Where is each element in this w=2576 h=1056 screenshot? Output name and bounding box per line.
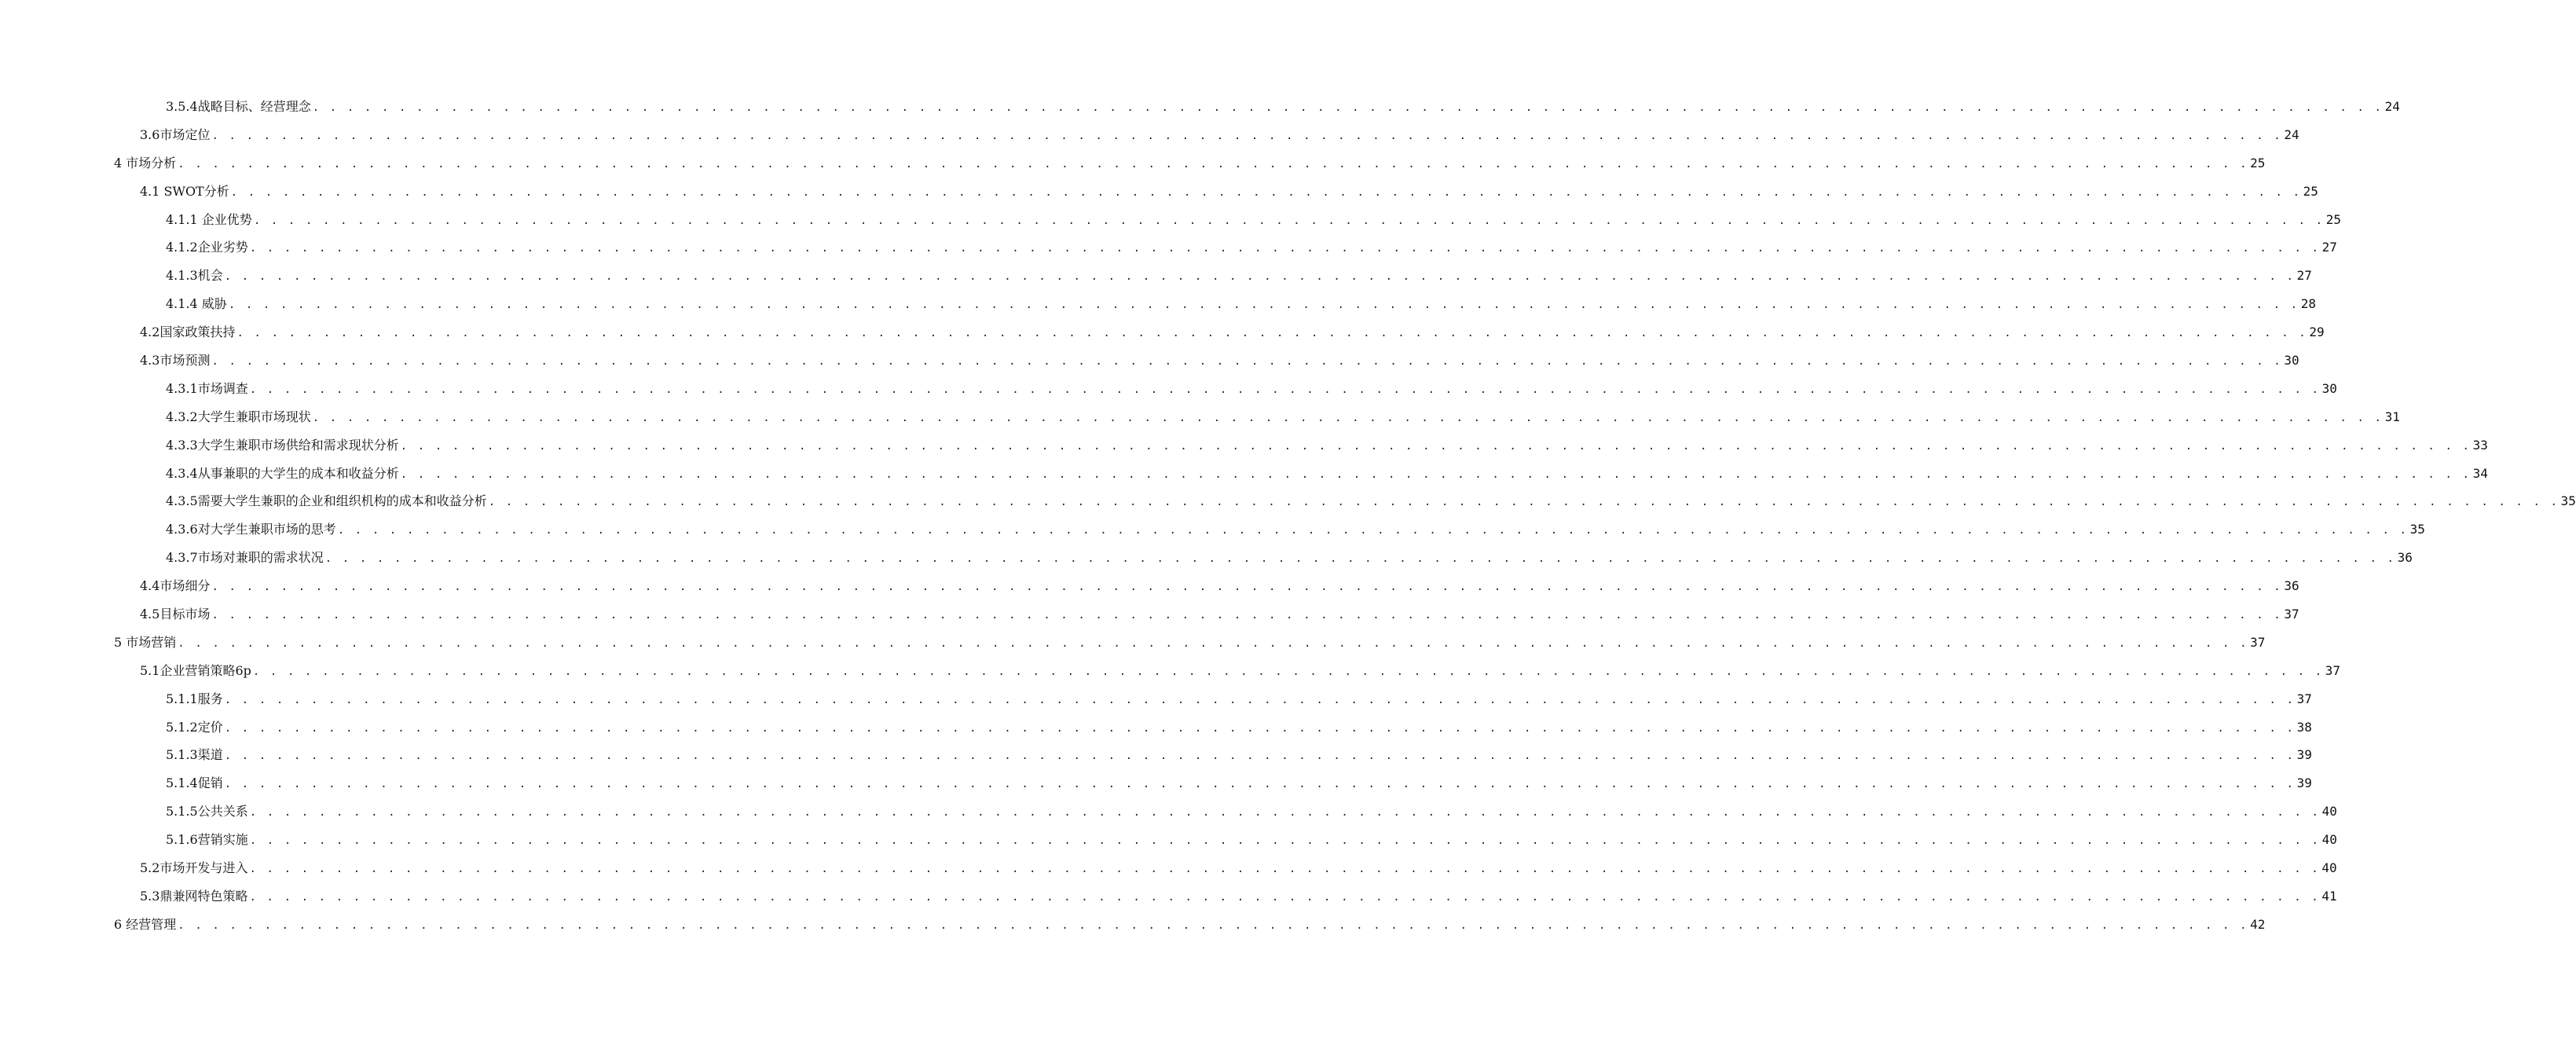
toc-entry[interactable]	[0, 798, 2337, 826]
toc-entry-page-number: 27	[2296, 268, 2312, 284]
toc-entry-title: 4.3市场预测	[140, 352, 211, 368]
toc-entry[interactable]	[0, 178, 2318, 206]
toc-entry-title: 4.1.4 威胁	[166, 296, 227, 312]
toc-entry-page-number: 41	[2321, 888, 2337, 904]
toc-entry[interactable]	[0, 460, 2488, 488]
toc-entry-page-number: 37	[2250, 634, 2266, 650]
toc-entry-page-number: 34	[2472, 465, 2488, 481]
toc-entry-page-number: 31	[2384, 409, 2400, 424]
toc-entry[interactable]	[0, 685, 2312, 713]
toc-entry-page-number: 25	[2303, 183, 2318, 199]
toc-entry-title: 5.3鼎兼网特色策略	[140, 888, 248, 904]
toc-dot-leader: . . . . . . . . . . . . . . . . . . . . . . . . . . . . . . . . . . . . . . . . . . . . . . . . . . . . . . . . . . . . . . . . . . . . . . . . . . . . . . . . . . . . . . . . . . . . . . . . . . . . . . . . . . . . . . . . . . . . . . . .	[249, 383, 2321, 396]
toc-entry-title: 4.5目标市场	[140, 606, 211, 622]
toc-entry[interactable]	[0, 713, 2312, 742]
toc-entry[interactable]	[0, 544, 2413, 572]
toc-entry-page-number: 42	[2250, 916, 2266, 932]
toc-entry[interactable]	[0, 769, 2312, 798]
toc-entry[interactable]	[0, 206, 2341, 234]
toc-entry-title: 5.2市场开发与进入	[140, 860, 248, 875]
toc-dot-leader: . . . . . . . . . . . . . . . . . . . . . . . . . . . . . . . . . . . . . . . . . . . . . . . . . . . . . . . . . . . . . . . . . . . . . . . . . . . . . . . . . . . . . . . . . . . . . . . . . . . . . . . . . . . . . . . . . . . . . . . .	[400, 439, 2472, 453]
toc-entry[interactable]	[0, 93, 2400, 121]
toc-dot-leader: . . . . . . . . . . . . . . . . . . . . . . . . . . . . . . . . . . . . . . . . . . . . . . . . . . . . . . . . . . . . . . . . . . . . . . . . . . . . . . . . . . . . . . . . . . . . . . . . . . . . . . . . . . . . . . . . . . . . . . . .	[211, 608, 2283, 622]
toc-entry-page-number: 39	[2296, 747, 2312, 763]
toc-entry-page-number: 39	[2296, 776, 2312, 791]
toc-dot-leader: . . . . . . . . . . . . . . . . . . . . . . . . . . . . . . . . . . . . . . . . . . . . . . . . . . . . . . . . . . . . . . . . . . . . . . . . . . . . . . . . . . . . . . . . . . . . . . . . . . . . . . . . . . . . . . . . . . . . . . . .	[252, 665, 2324, 678]
toc-entry-page-number: 24	[2384, 98, 2400, 114]
toc-entry-title: 4.2国家政策扶持	[140, 324, 236, 340]
toc-entry-title: 3.6市场定位	[140, 126, 211, 142]
toc-entry[interactable]	[0, 911, 2266, 939]
toc-entry-page-number: 37	[2296, 691, 2312, 706]
toc-entry-title: 4.3.7市场对兼职的需求状况	[166, 550, 324, 566]
toc-entry[interactable]	[0, 882, 2337, 911]
toc-entry[interactable]	[0, 121, 2299, 149]
toc-entry-title: 3.5.4战略目标、经营理念	[166, 98, 311, 114]
toc-dot-leader: . . . . . . . . . . . . . . . . . . . . . . . . . . . . . . . . . . . . . . . . . . . . . . . . . . . . . . . . . . . . . . . . . . . . . . . . . . . . . . . . . . . . . . . . . . . . . . . . . . . . . . . . . . . . . . . . . . . . . . . .	[224, 270, 2296, 284]
toc-entry[interactable]	[0, 375, 2337, 403]
toc-entry-title: 5.1.5公共关系	[166, 804, 248, 820]
toc-entry-title: 5.1.2定价	[166, 719, 223, 735]
table-of-contents	[0, 93, 2576, 939]
toc-entry[interactable]	[0, 487, 2576, 515]
toc-entry-title: 5.1.6营销实施	[166, 832, 248, 848]
toc-entry[interactable]	[0, 233, 2337, 262]
toc-dot-leader: . . . . . . . . . . . . . . . . . . . . . . . . . . . . . . . . . . . . . . . . . . . . . . . . . . . . . . . . . . . . . . . . . . . . . . . . . . . . . . . . . . . . . . . . . . . . . . . . . . . . . . . . . . . . . . . . . . . . . . . .	[400, 468, 2472, 481]
toc-dot-leader: . . . . . . . . . . . . . . . . . . . . . . . . . . . . . . . . . . . . . . . . . . . . . . . . . . . . . . . . . . . . . . . . . . . . . . . . . . . . . . . . . . . . . . . . . . . . . . . . . . . . . . . . . . . . . . . . . . . . . . . .	[230, 185, 2302, 199]
toc-entry[interactable]	[0, 262, 2312, 290]
toc-entry-page-number: 24	[2284, 126, 2299, 142]
toc-entry[interactable]	[0, 572, 2299, 600]
toc-entry-page-number: 40	[2321, 804, 2337, 820]
toc-dot-leader: . . . . . . . . . . . . . . . . . . . . . . . . . . . . . . . . . . . . . . . . . . . . . . . . . . . . . . . . . . . . . . . . . . . . . . . . . . . . . . . . . . . . . . . . . . . . . . . . . . . . . . . . . . . . . . . . . . . . . . . .	[312, 101, 2384, 114]
toc-entry-page-number: 27	[2321, 240, 2337, 255]
toc-dot-leader: . . . . . . . . . . . . . . . . . . . . . . . . . . . . . . . . . . . . . . . . . . . . . . . . . . . . . . . . . . . . . . . . . . . . . . . . . . . . . . . . . . . . . . . . . . . . . . . . . . . . . . . . . . . . . . . . . . . . . . . .	[312, 411, 2384, 424]
toc-entry[interactable]	[0, 149, 2266, 178]
toc-entry[interactable]	[0, 826, 2337, 854]
toc-entry-title: 6 经营管理	[114, 916, 177, 932]
toc-entry-page-number: 25	[2250, 155, 2266, 170]
toc-dot-leader: . . . . . . . . . . . . . . . . . . . . . . . . . . . . . . . . . . . . . . . . . . . . . . . . . . . . . . . . . . . . . . . . . . . . . . . . . . . . . . . . . . . . . . . . . . . . . . . . . . . . . . . . . . . . . . . . . . . . . . . .	[249, 834, 2321, 848]
toc-entry-title: 4.1.1 企业优势	[166, 211, 252, 227]
toc-entry-page-number: 28	[2300, 296, 2316, 312]
toc-dot-leader: . . . . . . . . . . . . . . . . . . . . . . . . . . . . . . . . . . . . . . . . . . . . . . . . . . . . . . . . . . . . . . . . . . . . . . . . . . . . . . . . . . . . . . . . . . . . . . . . . . . . . . . . . . . . . . . . . . . . . . . .	[249, 862, 2321, 875]
toc-dot-leader: . . . . . . . . . . . . . . . . . . . . . . . . . . . . . . . . . . . . . . . . . . . . . . . . . . . . . . . . . . . . . . . . . . . . . . . . . . . . . . . . . . . . . . . . . . . . . . . . . . . . . . . . . . . . . . . . . . . . . . . .	[249, 806, 2321, 820]
toc-entry-title: 5.1.4促销	[166, 776, 223, 791]
toc-dot-leader: . . . . . . . . . . . . . . . . . . . . . . . . . . . . . . . . . . . . . . . . . . . . . . . . . . . . . . . . . . . . . . . . . . . . . . . . . . . . . . . . . . . . . . . . . . . . . . . . . . . . . . . . . . . . . . . . . . . . . . . .	[249, 242, 2321, 255]
toc-entry-title: 5 市场营销	[114, 634, 177, 650]
toc-entry-page-number: 30	[2284, 352, 2299, 368]
toc-entry-page-number: 29	[2309, 324, 2325, 340]
toc-entry[interactable]	[0, 431, 2488, 460]
toc-entry-title: 4.3.2大学生兼职市场现状	[166, 409, 311, 424]
toc-entry-page-number: 36	[2284, 578, 2299, 594]
toc-entry-title: 4.3.5需要大学生兼职的企业和组织机构的成本和收益分析	[166, 493, 487, 509]
toc-dot-leader: . . . . . . . . . . . . . . . . . . . . . . . . . . . . . . . . . . . . . . . . . . . . . . . . . . . . . . . . . . . . . . . . . . . . . . . . . . . . . . . . . . . . . . . . . . . . . . . . . . . . . . . . . . . . . . . . . . . . . . . .	[324, 552, 2396, 566]
toc-entry-title: 4.3.1市场调查	[166, 380, 248, 396]
toc-dot-leader: . . . . . . . . . . . . . . . . . . . . . . . . . . . . . . . . . . . . . . . . . . . . . . . . . . . . . . . . . . . . . . . . . . . . . . . . . . . . . . . . . . . . . . . . . . . . . . . . . . . . . . . . . . . . . . . . . . . . . . . .	[224, 693, 2296, 706]
toc-entry-title: 4.4市场细分	[140, 578, 211, 594]
toc-dot-leader: . . . . . . . . . . . . . . . . . . . . . . . . . . . . . . . . . . . . . . . . . . . . . . . . . . . . . . . . . . . . . . . . . . . . . . . . . . . . . . . . . . . . . . . . . . . . . . . . . . . . . . . . . . . . . . . . . . . . . . . .	[224, 778, 2296, 791]
toc-entry[interactable]	[0, 657, 2341, 685]
toc-entry-page-number: 36	[2397, 550, 2413, 566]
toc-entry[interactable]	[0, 741, 2312, 769]
toc-dot-leader: . . . . . . . . . . . . . . . . . . . . . . . . . . . . . . . . . . . . . . . . . . . . . . . . . . . . . . . . . . . . . . . . . . . . . . . . . . . . . . . . . . . . . . . . . . . . . . . . . . . . . . . . . . . . . . . . . . . . . . . .	[178, 157, 2249, 170]
toc-entry-page-number: 35	[2409, 522, 2425, 537]
toc-entry[interactable]	[0, 318, 2325, 346]
toc-entry-title: 4.1.2企业劣势	[166, 240, 248, 255]
toc-entry-page-number: 33	[2472, 437, 2488, 453]
toc-entry-title: 5.1.1服务	[166, 691, 223, 706]
toc-dot-leader: . . . . . . . . . . . . . . . . . . . . . . . . . . . . . . . . . . . . . . . . . . . . . . . . . . . . . . . . . . . . . . . . . . . . . . . . . . . . . . . . . . . . . . . . . . . . . . . . . . . . . . . . . . . . . . . . . . . . . . . .	[228, 299, 2299, 312]
toc-dot-leader: . . . . . . . . . . . . . . . . . . . . . . . . . . . . . . . . . . . . . . . . . . . . . . . . . . . . . . . . . . . . . . . . . . . . . . . . . . . . . . . . . . . . . . . . . . . . . . . . . . . . . . . . . . . . . . . . . . . . . . . .	[488, 496, 2560, 509]
toc-dot-leader: . . . . . . . . . . . . . . . . . . . . . . . . . . . . . . . . . . . . . . . . . . . . . . . . . . . . . . . . . . . . . . . . . . . . . . . . . . . . . . . . . . . . . . . . . . . . . . . . . . . . . . . . . . . . . . . . . . . . . . . .	[224, 750, 2296, 763]
toc-entry-page-number: 37	[2284, 606, 2299, 622]
toc-entry-title: 4.3.3大学生兼职市场供给和需求现状分析	[166, 437, 399, 453]
toc-entry-page-number: 38	[2296, 719, 2312, 735]
toc-entry[interactable]	[0, 346, 2299, 375]
toc-entry-title: 5.1.3渠道	[166, 747, 223, 763]
toc-dot-leader: . . . . . . . . . . . . . . . . . . . . . . . . . . . . . . . . . . . . . . . . . . . . . . . . . . . . . . . . . . . . . . . . . . . . . . . . . . . . . . . . . . . . . . . . . . . . . . . . . . . . . . . . . . . . . . . . . . . . . . . .	[224, 721, 2296, 735]
toc-dot-leader: . . . . . . . . . . . . . . . . . . . . . . . . . . . . . . . . . . . . . . . . . . . . . . . . . . . . . . . . . . . . . . . . . . . . . . . . . . . . . . . . . . . . . . . . . . . . . . . . . . . . . . . . . . . . . . . . . . . . . . . .	[211, 581, 2283, 594]
toc-dot-leader: . . . . . . . . . . . . . . . . . . . . . . . . . . . . . . . . . . . . . . . . . . . . . . . . . . . . . . . . . . . . . . . . . . . . . . . . . . . . . . . . . . . . . . . . . . . . . . . . . . . . . . . . . . . . . . . . . . . . . . . .	[337, 524, 2409, 537]
toc-entry-title: 4.3.6对大学生兼职市场的思考	[166, 522, 336, 537]
toc-entry-page-number: 35	[2560, 493, 2576, 509]
toc-entry-title: 4.1 SWOT分析	[140, 183, 229, 199]
toc-dot-leader: . . . . . . . . . . . . . . . . . . . . . . . . . . . . . . . . . . . . . . . . . . . . . . . . . . . . . . . . . . . . . . . . . . . . . . . . . . . . . . . . . . . . . . . . . . . . . . . . . . . . . . . . . . . . . . . . . . . . . . . .	[178, 636, 2249, 650]
toc-entry-page-number: 37	[2325, 662, 2341, 678]
toc-entry-page-number: 25	[2325, 211, 2341, 227]
toc-entry-page-number: 40	[2321, 832, 2337, 848]
toc-entry[interactable]	[0, 629, 2266, 657]
toc-entry-page-number: 40	[2321, 860, 2337, 875]
toc-dot-leader: . . . . . . . . . . . . . . . . . . . . . . . . . . . . . . . . . . . . . . . . . . . . . . . . . . . . . . . . . . . . . . . . . . . . . . . . . . . . . . . . . . . . . . . . . . . . . . . . . . . . . . . . . . . . . . . . . . . . . . . .	[211, 129, 2283, 142]
toc-entry-title: 5.1企业营销策略6p	[140, 662, 251, 678]
toc-dot-leader: . . . . . . . . . . . . . . . . . . . . . . . . . . . . . . . . . . . . . . . . . . . . . . . . . . . . . . . . . . . . . . . . . . . . . . . . . . . . . . . . . . . . . . . . . . . . . . . . . . . . . . . . . . . . . . . . . . . . . . . .	[253, 214, 2325, 227]
toc-entry[interactable]	[0, 854, 2337, 882]
toc-entry[interactable]	[0, 290, 2316, 318]
toc-entry[interactable]	[0, 600, 2299, 629]
toc-entry-title: 4 市场分析	[114, 155, 177, 170]
toc-dot-leader: . . . . . . . . . . . . . . . . . . . . . . . . . . . . . . . . . . . . . . . . . . . . . . . . . . . . . . . . . . . . . . . . . . . . . . . . . . . . . . . . . . . . . . . . . . . . . . . . . . . . . . . . . . . . . . . . . . . . . . . .	[178, 918, 2249, 932]
toc-dot-leader: . . . . . . . . . . . . . . . . . . . . . . . . . . . . . . . . . . . . . . . . . . . . . . . . . . . . . . . . . . . . . . . . . . . . . . . . . . . . . . . . . . . . . . . . . . . . . . . . . . . . . . . . . . . . . . . . . . . . . . . .	[236, 327, 2308, 340]
toc-entry-page-number: 30	[2321, 380, 2337, 396]
toc-dot-leader: . . . . . . . . . . . . . . . . . . . . . . . . . . . . . . . . . . . . . . . . . . . . . . . . . . . . . . . . . . . . . . . . . . . . . . . . . . . . . . . . . . . . . . . . . . . . . . . . . . . . . . . . . . . . . . . . . . . . . . . .	[249, 890, 2321, 904]
toc-entry[interactable]	[0, 403, 2400, 431]
toc-entry[interactable]	[0, 515, 2425, 544]
toc-entry-title: 4.1.3机会	[166, 268, 223, 284]
toc-dot-leader: . . . . . . . . . . . . . . . . . . . . . . . . . . . . . . . . . . . . . . . . . . . . . . . . . . . . . . . . . . . . . . . . . . . . . . . . . . . . . . . . . . . . . . . . . . . . . . . . . . . . . . . . . . . . . . . . . . . . . . . .	[211, 354, 2283, 368]
toc-entry-title: 4.3.4从事兼职的大学生的成本和收益分析	[166, 465, 399, 481]
